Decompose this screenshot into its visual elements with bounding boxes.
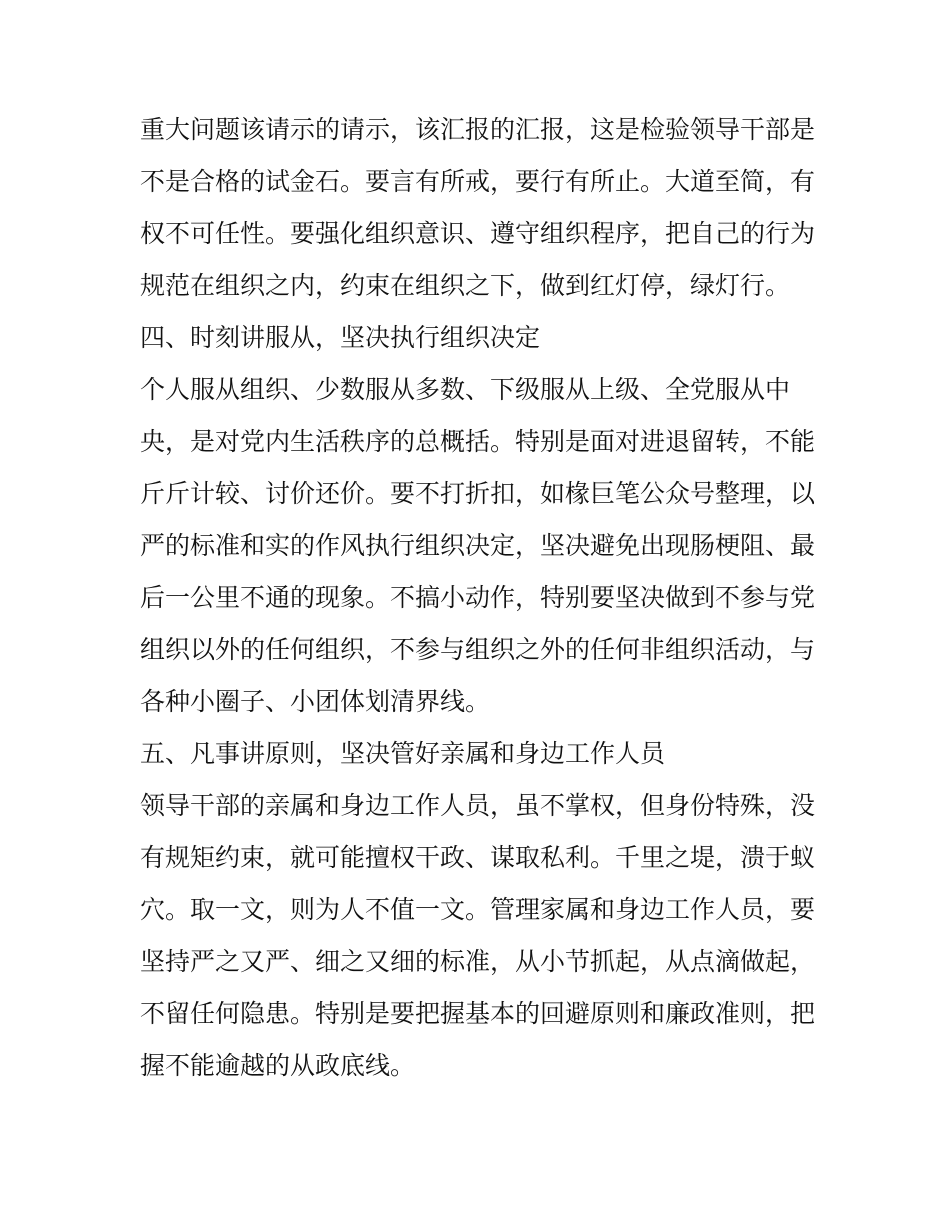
- paragraph-line: 不是合格的试金石。要言有所戒，要行有所止。大道至简，有: [140, 167, 816, 196]
- paragraph-line: 组织以外的任何组织，不参与组织之外的任何非组织活动，与: [140, 635, 816, 664]
- paragraph-line: 坚持严之又严、细之又细的标准，从小节抓起，从点滴做起，: [140, 947, 816, 976]
- paragraph-line: 有规矩约束，就可能擅权干政、谋取私利。千里之堤，溃于蚁: [140, 843, 816, 872]
- paragraph-line: 严的标准和实的作风执行组织决定，坚决避免出现肠梗阻、最: [140, 531, 816, 560]
- section-heading-5: 五、凡事讲原则，坚决管好亲属和身边工作人员: [140, 739, 666, 768]
- paragraph-line: 穴。取一文，则为人不值一文。管理家属和身边工作人员，要: [140, 895, 816, 924]
- paragraph-line: 权不可任性。要强化组织意识、遵守组织程序，把自己的行为: [140, 219, 816, 248]
- paragraph-line: 个人服从组织、少数服从多数、下级服从上级、全党服从中: [140, 375, 791, 404]
- document-body: [140, 104, 820, 1092]
- paragraph-line: 不留任何隐患。特别是要把握基本的回避原则和廉政准则，把: [140, 999, 816, 1028]
- paragraph-line: 握不能逾越的从政底线。: [140, 1051, 416, 1080]
- paragraph-line: 各种小圈子、小团体划清界线。: [140, 687, 491, 716]
- paragraph-line: 领导干部的亲属和身边工作人员，虽不掌权，但身份特殊，没: [140, 791, 816, 820]
- paragraph-line: 斤斤计较、讨价还价。要不打折扣，如椽巨笔公众号整理，以: [140, 479, 816, 508]
- paragraph-line: 规范在组织之内，约束在组织之下，做到红灯停，绿灯行。: [140, 271, 791, 300]
- paragraph-line: 央，是对党内生活秩序的总概括。特别是面对进退留转，不能: [140, 427, 816, 456]
- section-heading-4: 四、时刻讲服从，坚决执行组织决定: [140, 323, 541, 352]
- paragraph-line: 后一公里不通的现象。不搞小动作，特别要坚决做到不参与党: [140, 583, 816, 612]
- paragraph-line: 重大问题该请示的请示，该汇报的汇报，这是检验领导干部是: [140, 115, 816, 144]
